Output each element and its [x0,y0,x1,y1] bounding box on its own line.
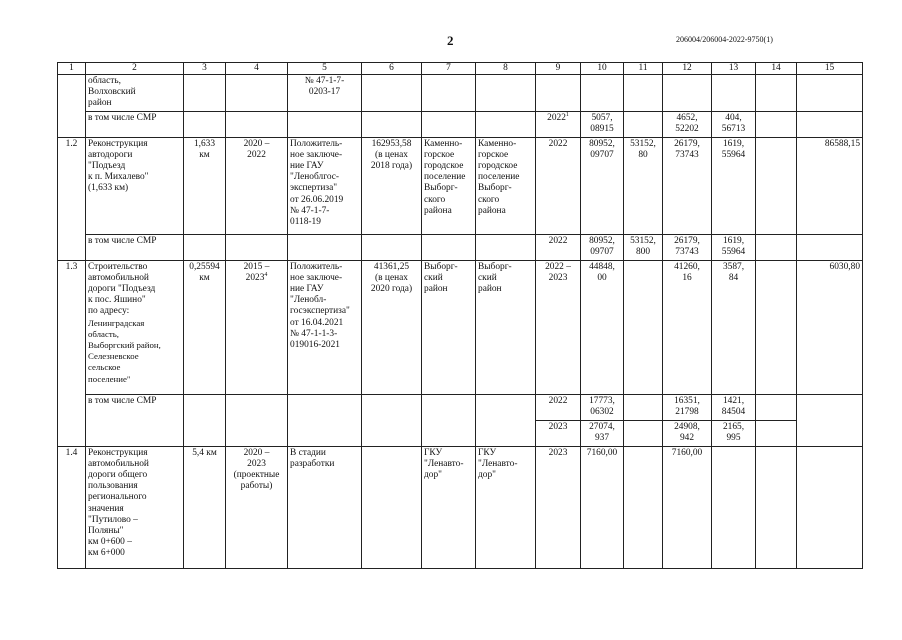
column-number: 7 [422,63,476,75]
conclusion-cell: Положитель- ное заключе- ние ГАУ "Ленобл- госэкспертиза" от 16.04.2021 № 47-1-1-3- 019016-2021 [288,260,362,394]
client-cell: Каменно- горское городское поселение Выборг- ского района [422,137,476,234]
value-cell: 24908, 942 [663,420,712,446]
table-row [58,234,863,260]
length-cell: 0,25594 км [184,260,226,394]
period-cell: 2020 – 2023 (проектные работы) [226,446,288,568]
client-cell: Выборг- ский район [422,260,476,394]
table-row [58,446,863,568]
value-cell: 44848, 00 [581,260,624,394]
year-cell: 2022 [536,137,581,234]
conclusion-cell: В стадии разработки [288,446,362,568]
column-number: 12 [663,63,712,75]
year-cell: 2023 [536,420,581,446]
value-cell: 80952, 09707 [581,137,624,234]
value-cell: 26179, 73743 [663,234,712,260]
footnote-marker: 4 [264,271,268,278]
column-number: 14 [756,63,797,75]
investment-table [57,62,863,569]
value-cell: 41260, 16 [663,260,712,394]
column-number: 3 [184,63,226,75]
value-cell: 86588,15 [797,137,863,234]
year-cell: 2022 [536,234,581,260]
object-address: Ленинградская область, Выборгский район, Селезневское сельское поселение" [88,317,161,384]
value-cell: 3587, 84 [712,260,756,394]
length-cell: 1,633 км [184,137,226,234]
value-cell: 17773, 06302 [581,394,624,420]
value-cell: 53152, 80 [624,137,663,234]
year-cell: 2022 – 2023 [536,260,581,394]
page-number: 2 [447,33,454,48]
value-cell: 1619, 55964 [712,137,756,234]
value-cell: 80952, 09707 [581,234,624,260]
object-name-cell: Строительство автомобильной дороги "Подъезд к пос. Яшино" по адресу: Ленинградская область, Выборгский район, Селезневское сельское поселение" [86,260,184,394]
smr-label-cell: в том числе СМР [86,111,184,137]
document-code: 206004/206004-2022-9750(1) [676,35,773,44]
value-cell: 2165, 995 [712,420,756,446]
period-cell: 2020 – 2022 [226,137,288,234]
object-name-cell: область, Волховский район [86,75,184,112]
column-number: 6 [362,63,422,75]
value-cell: 7160,00 [581,446,624,568]
length-cell: 5,4 км [184,446,226,568]
column-number: 2 [86,63,184,75]
row-number-cell: 1.4 [58,446,86,568]
value-cell: 5057, 08915 [581,111,624,137]
value-cell: 404, 56713 [712,111,756,137]
conclusion-cell: Положитель- ное заключе- ние ГАУ "Леноблгос- экспертиза" от 26.06.2019 № 47-1-7- 0118-19 [288,137,362,234]
value-cell: 26179, 73743 [663,137,712,234]
footnote-marker: 1 [565,111,569,118]
recipient-cell: ГКУ "Ленавто- дор" [476,446,536,568]
column-number: 5 [288,63,362,75]
smr-label-cell: в том числе СМР [86,394,184,446]
table-row [58,137,863,234]
cost-cell: 162953,58 (в ценах 2018 года) [362,137,422,234]
column-number: 8 [476,63,536,75]
table-row [58,260,863,394]
value-cell: 1421, 84504 [712,394,756,420]
row-number-cell: 1.3 [58,260,86,446]
row-number-cell: 1.2 [58,137,86,260]
period-cell: 2015 – 2023$^4$ [226,260,288,394]
value-cell: 27074, 937 [581,420,624,446]
conclusion-cell: № 47-1-7- 0203-17 [288,75,362,112]
column-number: 11 [624,63,663,75]
object-name-cell: Реконструкция автодороги "Подъезд к п. Михалево" (1,633 км) [86,137,184,234]
value-cell: 6030,80 [797,260,863,394]
row-number-cell [58,75,86,138]
table-row [58,111,863,137]
column-number: 15 [797,63,863,75]
value-cell: 4652, 52202 [663,111,712,137]
column-number: 4 [226,63,288,75]
column-number: 1 [58,63,86,75]
value-cell: 1619, 55964 [712,234,756,260]
column-number: 10 [581,63,624,75]
recipient-cell: Выборг- ский район [476,260,536,394]
column-number-row [58,63,863,75]
year-cell: 2023 [536,446,581,568]
value-cell: 16351, 21798 [663,394,712,420]
column-number: 9 [536,63,581,75]
smr-label-cell: в том числе СМР [86,234,184,260]
value-cell: 7160,00 [663,446,712,568]
year-cell: 2022 [536,394,581,420]
client-cell: ГКУ "Ленавто- дор" [422,446,476,568]
table-row [58,394,863,420]
recipient-cell: Каменно- горское городское поселение Выборг- ского района [476,137,536,234]
table-row [58,75,863,112]
column-number: 13 [712,63,756,75]
object-name-cell: Реконструкция автомобильной дороги общего пользования регионального значения "Путилово – Поляны" км 0+600 – км 6+000 [86,446,184,568]
value-cell: 53152, 800 [624,234,663,260]
cost-cell: 41361,25 (в ценах 2020 года) [362,260,422,394]
year-cell: 2022$^1$ [536,111,581,137]
